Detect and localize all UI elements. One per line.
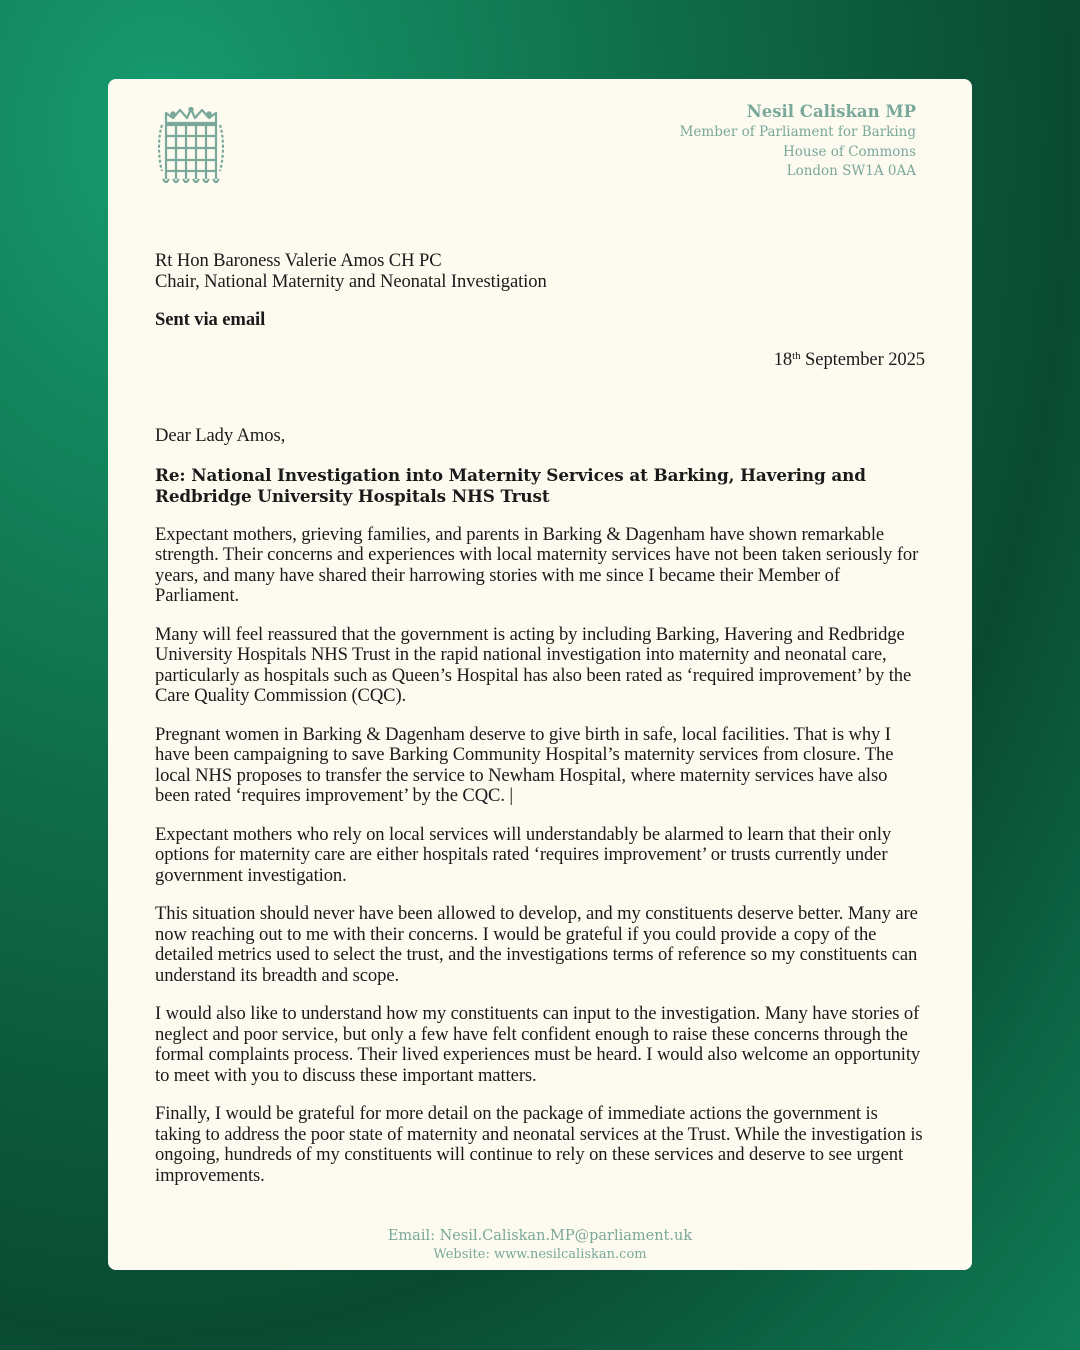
portcullis-icon — [158, 107, 224, 183]
date-suffix: th — [792, 349, 801, 362]
recipient-title: Chair, National Maternity and Neonatal Investigation — [155, 270, 547, 292]
paragraph: Expectant mothers who rely on local services will understandably be alarmed to learn that their only options for maternity care are either hospitals rated ‘requires improvement’ or trusts currently under government investigation. — [155, 823, 892, 886]
sender-address: London SW1A 0AA — [786, 163, 916, 179]
sender-name: Nesil Caliskan MP — [746, 102, 916, 121]
sender-role: Member of Parliament for Barking — [679, 124, 916, 140]
subject-line: Re: National Investigation into Maternity Services at Barking, Havering and Redbridge University Hospitals NHS Trust — [155, 464, 866, 506]
letter-date — [155, 350, 925, 371]
paragraph: Pregnant women in Barking & Dagenham deserve to give birth in safe, local facilities. That is why I have been campaigning to save Barking Community Hospital’s maternity services from closure. The local NHS proposes to transfer the service to Newham Hospital, where maternity services have also been rated ‘requires improvement’ by the CQC. | — [155, 723, 894, 806]
paragraph: Finally, I would be grateful for more detail on the package of immediate actions the government is taking to address the poor state of maternity and neonatal services at the Trust. While the investigation is ongoing, hundreds of my constituents will continue to rely on these services and deserve to see urgent improvements. — [155, 1103, 923, 1186]
letter-page — [108, 79, 972, 1270]
recipient-block — [155, 251, 925, 292]
paragraph: This situation should never have been allowed to develop, and my constituents deserve better. Many are now reaching out to me with their concerns. I would be grateful if you could provide a copy of the detailed metrics used to select the trust, and the investigations terms of reference so my constituents can understand its breadth and scope. — [155, 903, 918, 986]
sender-house: House of Commons — [782, 143, 916, 160]
salutation: Dear Lady Amos, — [155, 425, 286, 446]
letter-body — [155, 251, 925, 1186]
footer-website[interactable]: Website: www.nesilcaliskan.com — [433, 1247, 647, 1262]
sent-via: Sent via email — [155, 309, 266, 330]
paragraph: Expectant mothers, grieving families, and parents in Barking & Dagenham have shown remarkable strength. Their concerns and experiences with local maternity services have not been taken seriously for years, and many have shared their harrowing stories with me since I became their Member of Parliament. — [155, 523, 919, 606]
sender-block — [680, 101, 916, 182]
date-rest: September 2025 — [800, 348, 925, 370]
footer-email[interactable]: Email: Nesil.Caliskan.MP@parliament.uk — [387, 1228, 693, 1244]
recipient-name: Rt Hon Baroness Valerie Amos CH PC — [155, 250, 442, 271]
date-day: 18 — [773, 348, 793, 370]
paragraph: I would also like to understand how my constituents can input to the investigation. Many have stories of neglect and poor service, but only a few have felt confident enough to raise these concerns through the formal complaints process. Their lived experiences must be heard. I would also welcome an opportunity to meet with you to discuss these important matters. — [155, 1003, 921, 1086]
footer — [108, 1226, 972, 1264]
paragraph: Many will feel reassured that the government is acting by including Barking, Havering and Redbridge University Hospitals NHS Trust in the rapid national investigation into maternity and neonatal care, particularly as hospitals such as Queen’s Hospital has also been rated as ‘required improvement’ by the Care Quality Commission (CQC). — [155, 623, 912, 706]
